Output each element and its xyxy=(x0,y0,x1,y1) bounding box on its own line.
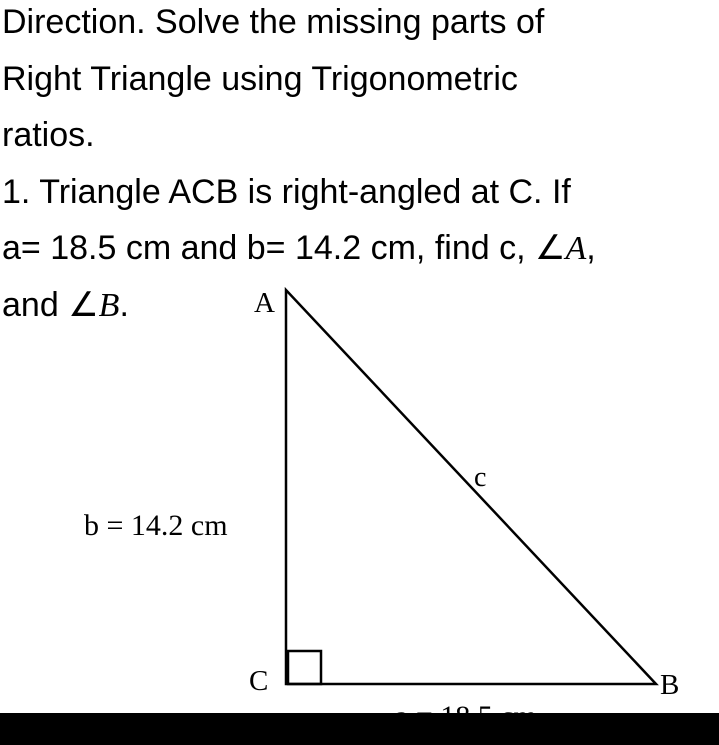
problem-line-3-period: . xyxy=(119,285,129,324)
direction-line-3: ratios. xyxy=(2,116,95,154)
right-angle-marker xyxy=(288,651,321,684)
problem-line-1: 1. Triangle ACB is right-angled at C. If xyxy=(2,172,571,211)
triangle-acb xyxy=(286,290,656,684)
vertex-c-label: C xyxy=(249,665,269,697)
vertex-a-label: A xyxy=(254,287,275,319)
vertex-b-label: B xyxy=(660,669,680,701)
problem-line-2-comma: , xyxy=(586,229,596,267)
angle-symbol: ∠ xyxy=(534,228,566,268)
side-b-label: b = 14.2 cm xyxy=(84,509,228,542)
angle-symbol: ∠ xyxy=(68,284,99,325)
problem-line-3-text: and xyxy=(2,285,69,324)
problem-line-2-text: a= 18.5 cm and b= 14.2 cm, find c, xyxy=(2,229,535,267)
hypotenuse-c-label: c xyxy=(474,462,487,493)
direction-line-1: Direction. Solve the missing parts of xyxy=(2,3,545,41)
angle-b-variable: B xyxy=(98,286,120,324)
direction-line-2: Right Triangle using Trigonometric xyxy=(2,59,518,98)
angle-a-variable: A xyxy=(565,230,587,267)
bottom-black-bar xyxy=(0,713,719,745)
